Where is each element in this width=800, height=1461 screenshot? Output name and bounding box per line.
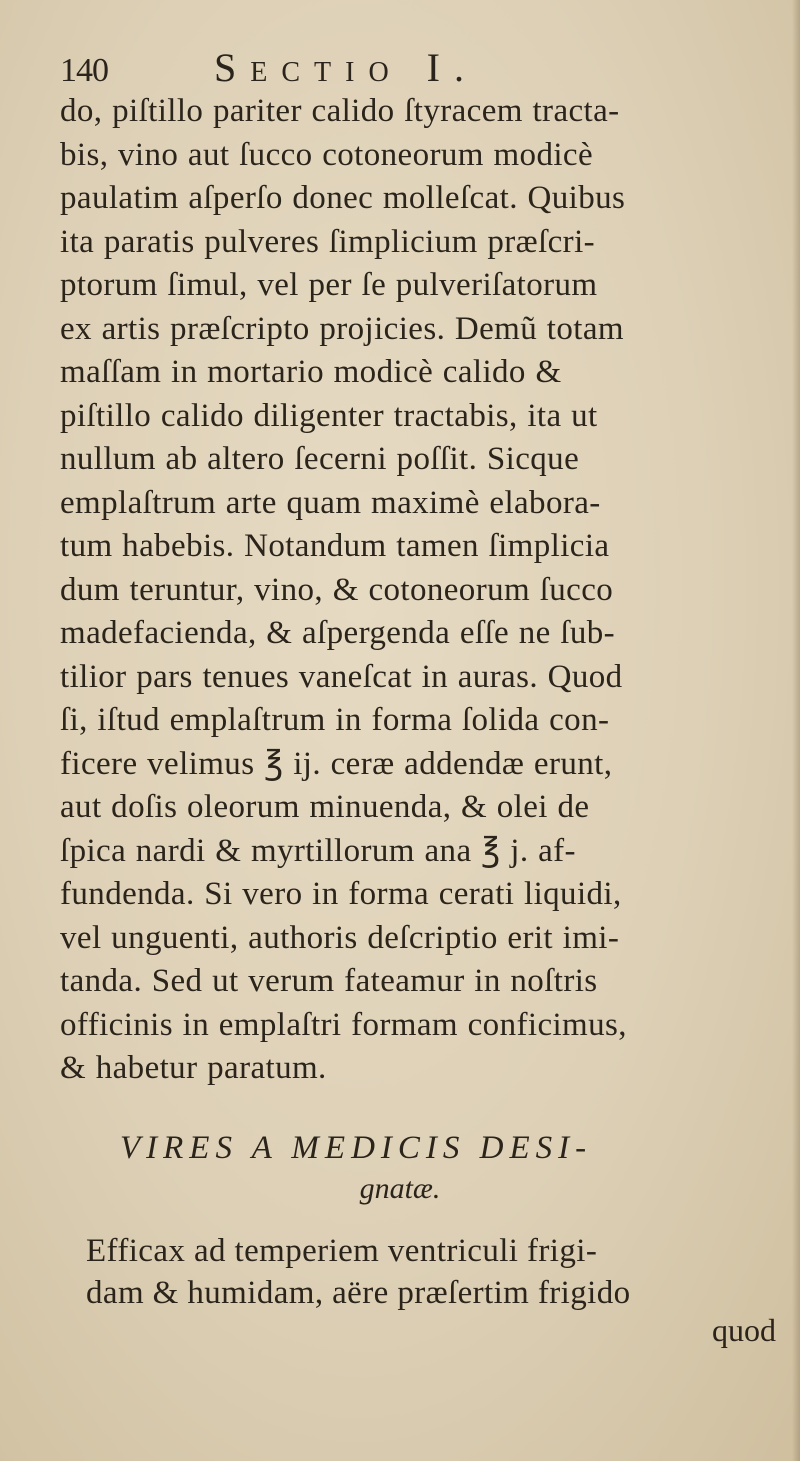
text-line: Efficax ad temperiem ventriculi frigi- [86, 1233, 598, 1269]
text-line: dum teruntur, vino, & cotoneorum ſucco [60, 571, 614, 608]
running-head: Sectio I. [214, 45, 478, 90]
text-line: madefacienda, & aſpergenda eſſe ne ſub- [60, 615, 616, 651]
text-line: ficere velimus ℥ ij. ceræ addendæ erunt, [60, 745, 613, 782]
text-line: nullum ab altero ſecerni poſſit. Sicque [60, 441, 580, 477]
text-line: ſi, iſtud emplaſtrum in forma ſolida con- [60, 702, 610, 738]
text-line: tum habebis. Notandum tamen ſimplicia [60, 528, 610, 564]
text-line: tilior pars tenues vaneſcat in auras. Quod [60, 658, 623, 695]
text-line: ex artis præſcripto projicies. Demũ totam [60, 310, 624, 347]
text-line: maſſam in mortario modicè calido & [60, 354, 562, 390]
text-line: bis, vino aut ſucco cotoneorum modicè [60, 136, 594, 173]
text-line: piſtillo calido diligenter tractabis, ita ut [60, 397, 598, 434]
text-line: ita paratis pulveres ſimplicium præſcri- [60, 223, 596, 260]
section-heading-continuation: gnatæ. [359, 1172, 441, 1205]
catchword: quod [712, 1312, 776, 1348]
text-line: officinis in emplaſtri formam conficimus, [60, 1006, 627, 1043]
text-line: do, piſtillo pariter calido ſtyracem tracta- [60, 93, 620, 129]
text-line: vel unguenti, authoris deſcriptio erit imi- [60, 919, 620, 956]
text-line: & habetur paratum. [60, 1050, 327, 1086]
section-paragraph [86, 1230, 786, 1314]
text-line: fundenda. Si vero in forma cerati liquidi, [60, 876, 622, 912]
main-paragraph [60, 90, 780, 1091]
text-line: tanda. Sed ut verum fateamur in noſtris [60, 963, 598, 999]
text-line: emplaſtrum arte quam maximè elabora- [60, 484, 601, 521]
text-line: ptorum ſimul, vel per ſe pulveriſatorum [60, 267, 598, 303]
text-line: paulatim aſperſo donec molleſcat. Quibus [60, 180, 626, 216]
page-header [60, 44, 760, 94]
text-line: ſpica nardi & myrtillorum ana ℥ j. af- [60, 832, 576, 869]
section-heading: VIRES A MEDICIS DESI- [120, 1130, 593, 1166]
page-edge-shadow [792, 0, 800, 1461]
page-number: 140 [60, 52, 108, 89]
text-line: dam & humidam, aëre præſertim frigido [86, 1275, 631, 1311]
text-line: aut doſis oleorum minuenda, & olei de [60, 789, 590, 825]
